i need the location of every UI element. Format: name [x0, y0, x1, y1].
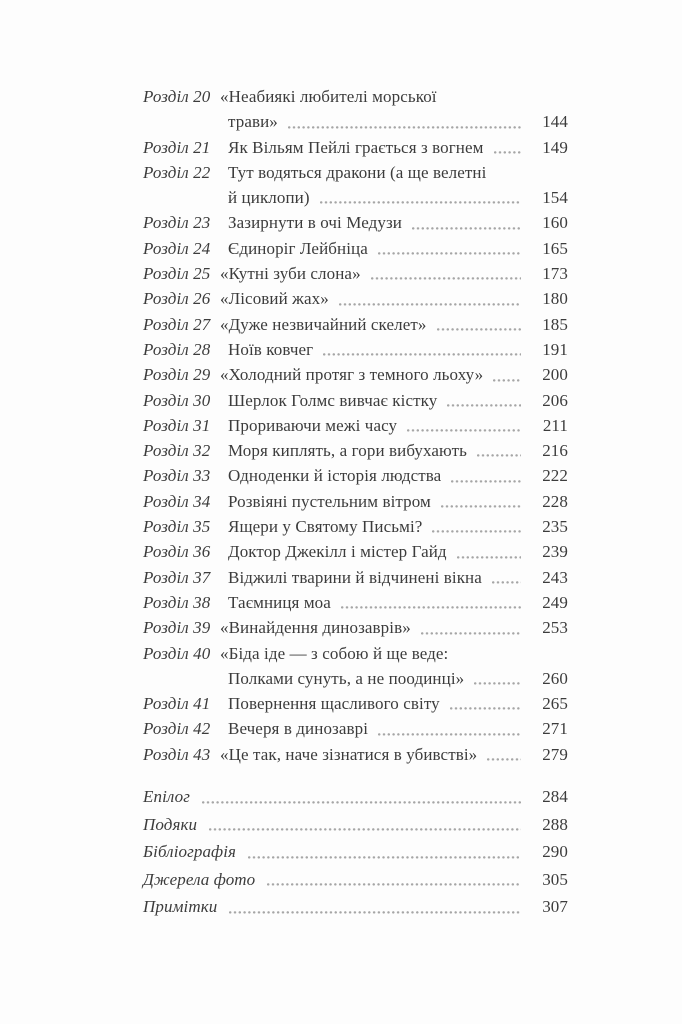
- toc-chapter-row: [143, 641, 568, 692]
- dot-leader: [407, 429, 521, 432]
- chapter-title-line: Єдиноріг Лейбніца: [228, 238, 368, 258]
- toc-chapter-row: [143, 286, 568, 311]
- chapter-label: Розділ 41: [143, 694, 211, 714]
- chapter-title-lastline: [228, 337, 568, 362]
- page-number: 185: [542, 314, 568, 334]
- chapter-title-lastline: [228, 210, 568, 235]
- toc-chapter-row: [143, 742, 568, 767]
- chapter-list: [143, 84, 568, 767]
- dot-leader: [474, 682, 521, 685]
- toc-chapter-row: [143, 261, 568, 286]
- toc-backmatter-row: [143, 811, 568, 839]
- chapter-title-lastline: [228, 413, 568, 438]
- toc-chapter-row: [143, 438, 568, 463]
- chapter-title-line: трави»: [228, 112, 278, 132]
- chapter-title-line: Моря киплять, а гори вибухають: [228, 441, 467, 461]
- chapter-entry: [228, 565, 568, 590]
- chapter-title-lastline: [228, 463, 568, 488]
- toc-chapter-row: [143, 691, 568, 716]
- dot-leader: [229, 911, 521, 914]
- dot-leader: [492, 581, 521, 584]
- chapter-title-lastline: [228, 691, 568, 716]
- chapter-title-lastline: [220, 312, 568, 337]
- chapter-label: Розділ 37: [143, 567, 211, 587]
- dot-leader: [378, 733, 521, 736]
- dot-leader: [202, 801, 521, 804]
- toc-chapter-row: [143, 514, 568, 539]
- chapter-label: Розділ 20: [143, 87, 211, 106]
- chapter-entry: [228, 463, 568, 488]
- page-number: 160: [542, 213, 568, 233]
- chapter-entry: [220, 362, 568, 387]
- page-number: 216: [542, 441, 568, 461]
- chapter-entry: [228, 691, 568, 716]
- dot-leader: [487, 758, 521, 761]
- chapter-title-line: «Кутні зуби слона»: [220, 264, 361, 284]
- chapter-entry: [228, 716, 568, 741]
- chapter-label: Розділ 25: [143, 264, 211, 284]
- chapter-label: Розділ 42: [143, 719, 211, 739]
- chapter-title-line: Зазирнути в очі Медузи: [228, 213, 402, 233]
- chapter-label: Розділ 30: [143, 390, 211, 410]
- chapter-title-line: «Неабиякі любителі морської: [220, 87, 437, 106]
- chapter-entry: [228, 388, 568, 413]
- chapter-label: Розділ 22: [143, 162, 211, 182]
- chapter-label: Розділ 36: [143, 542, 211, 562]
- chapter-title-lastline: [228, 590, 568, 615]
- chapter-label: Розділ 32: [143, 441, 211, 461]
- chapter-title-line: й циклопи): [228, 188, 310, 208]
- page-number: 305: [542, 869, 568, 889]
- page-number: 307: [542, 897, 568, 917]
- chapter-label: Розділ 21: [143, 137, 211, 157]
- chapter-entry: [220, 312, 568, 337]
- page-number: 228: [542, 491, 568, 511]
- chapter-label: Розділ 23: [143, 213, 211, 233]
- chapter-title-line: Віджилі тварини й відчинені вікна: [228, 567, 482, 587]
- toc-chapter-row: [143, 489, 568, 514]
- dot-leader: [447, 404, 521, 407]
- chapter-entry: [228, 337, 568, 362]
- chapter-title-line: «Винайдення динозаврів»: [220, 618, 411, 638]
- backmatter-label: Примітки: [143, 897, 218, 917]
- chapter-entry: [228, 438, 568, 463]
- dot-leader: [451, 480, 521, 483]
- page-number: 211: [542, 415, 568, 435]
- dot-leader: [267, 883, 521, 886]
- chapter-title-lastline: [220, 742, 568, 767]
- toc-chapter-row: [143, 590, 568, 615]
- chapter-title-lastline: [228, 565, 568, 590]
- chapter-entry: [228, 135, 568, 160]
- chapter-entry: [220, 615, 568, 640]
- chapter-title-lastline: [228, 185, 568, 210]
- page-number: 288: [542, 814, 568, 834]
- page-number: 200: [542, 365, 568, 385]
- chapter-entry: [220, 286, 568, 311]
- chapter-title-lastline: [228, 236, 568, 261]
- toc-backmatter-row: [143, 893, 568, 921]
- chapter-entry: [220, 261, 568, 286]
- chapter-title-line: Полками сунуть, а не поодинці»: [228, 668, 465, 688]
- backmatter-list: [143, 783, 568, 921]
- chapter-title-lastline: [220, 286, 568, 311]
- toc-chapter-row: [143, 388, 568, 413]
- toc-chapter-row: [143, 210, 568, 235]
- dot-leader: [371, 277, 521, 280]
- chapter-entry: [228, 514, 568, 539]
- toc-chapter-row: [143, 337, 568, 362]
- chapter-title-line: Таємниця моа: [228, 592, 331, 612]
- dot-leader: [209, 828, 521, 831]
- page-number: 144: [542, 112, 568, 132]
- dot-leader: [421, 632, 521, 635]
- backmatter-label: Епілог: [143, 787, 190, 807]
- dot-leader: [323, 353, 521, 356]
- toc-backmatter-row: [143, 866, 568, 894]
- chapter-title-lastline: [228, 489, 568, 514]
- chapter-label: Розділ 26: [143, 289, 211, 309]
- dot-leader: [341, 606, 521, 609]
- chapter-title-lastline: [228, 716, 568, 741]
- page-number: 154: [542, 188, 568, 208]
- toc-chapter-row: [143, 84, 568, 135]
- chapter-entry: [228, 489, 568, 514]
- chapter-label: Розділ 33: [143, 466, 211, 486]
- dot-leader: [477, 454, 521, 457]
- page-number: 206: [542, 390, 568, 410]
- dot-leader: [412, 227, 521, 230]
- page-number: 239: [542, 542, 568, 562]
- page-number: 235: [542, 517, 568, 537]
- page-number: 249: [542, 592, 568, 612]
- page-number: 260: [542, 668, 568, 688]
- dot-leader: [432, 530, 521, 533]
- toc-backmatter-row: [143, 783, 568, 811]
- toc-chapter-row: [143, 362, 568, 387]
- toc-backmatter-row: [143, 838, 568, 866]
- chapter-title-line: Тут водяться дракони (а ще велетні: [228, 162, 487, 182]
- dot-leader: [494, 151, 521, 154]
- chapter-title-lastline: [228, 388, 568, 413]
- chapter-title-line: Вечеря в динозаврі: [228, 719, 369, 739]
- toc-chapter-row: [143, 312, 568, 337]
- chapter-title-lastline: [228, 514, 568, 539]
- backmatter-label: Бібліографія: [143, 842, 237, 862]
- chapter-label: Розділ 35: [143, 517, 211, 537]
- chapter-label: Розділ 39: [143, 618, 211, 638]
- dot-leader: [493, 379, 521, 382]
- dot-leader: [441, 505, 521, 508]
- chapter-title-lastline: [228, 666, 568, 691]
- chapter-title-line: Ноїв ковчег: [228, 339, 314, 359]
- page-number: 149: [542, 137, 568, 157]
- chapter-label: Розділ 34: [143, 491, 211, 511]
- toc-chapter-row: [143, 160, 568, 211]
- chapter-entry: [228, 590, 568, 615]
- chapter-title-line: Шерлок Голмс вивчає кістку: [228, 390, 438, 410]
- chapter-entry: [228, 210, 568, 235]
- chapter-title-line: «Це так, наче зізнатися в убивстві»: [220, 744, 478, 764]
- chapter-title-line: «Дуже незвичайний скелет»: [220, 314, 427, 334]
- toc-chapter-row: [143, 539, 568, 564]
- page-number: 253: [542, 618, 568, 638]
- dot-leader: [450, 707, 521, 710]
- chapter-title-line: «Холодний протяг з темного льоху»: [220, 365, 484, 385]
- page-number: 222: [542, 466, 568, 486]
- toc-chapter-row: [143, 135, 568, 160]
- chapter-title-lastline: [228, 438, 568, 463]
- chapter-entry: [220, 84, 568, 135]
- chapter-entry: [228, 236, 568, 261]
- chapter-title-line: Прориваючи межі часу: [228, 415, 398, 435]
- page-number: 180: [542, 289, 568, 309]
- toc-chapter-row: [143, 615, 568, 640]
- chapter-entry: [220, 641, 568, 692]
- chapter-title-line: «Лісовий жах»: [220, 289, 329, 309]
- dot-leader: [248, 856, 521, 859]
- toc-chapter-row: [143, 565, 568, 590]
- chapter-title-lastline: [228, 109, 568, 134]
- page-number: 191: [542, 339, 568, 359]
- page-number: 271: [542, 719, 568, 739]
- chapter-title-line: Одноденки й історія людства: [228, 466, 442, 486]
- page-number: 290: [542, 842, 568, 862]
- chapter-entry: [228, 539, 568, 564]
- chapter-entry: [220, 742, 568, 767]
- table-of-contents: [143, 84, 568, 921]
- chapter-label: Розділ 29: [143, 365, 211, 385]
- chapter-label: Розділ 24: [143, 238, 211, 258]
- chapter-entry: [228, 413, 568, 438]
- toc-chapter-row: [143, 463, 568, 488]
- backmatter-label: Джерела фото: [143, 869, 256, 889]
- toc-chapter-row: [143, 716, 568, 741]
- page-number: 279: [542, 744, 568, 764]
- chapter-title-line: Як Вільям Пейлі грається з вогнем: [228, 137, 484, 157]
- dot-leader: [288, 126, 521, 129]
- chapter-label: Розділ 38: [143, 592, 211, 612]
- dot-leader: [320, 201, 521, 204]
- page-number: 265: [542, 694, 568, 714]
- chapter-entry: [228, 160, 568, 211]
- backmatter-label: Подяки: [143, 814, 198, 834]
- dot-leader: [437, 328, 522, 331]
- dot-leader: [339, 303, 521, 306]
- chapter-label: Розділ 31: [143, 415, 211, 435]
- page-number: 243: [542, 567, 568, 587]
- chapter-title-lastline: [220, 615, 568, 640]
- chapter-title-line: Повернення щасливого світу: [228, 694, 440, 714]
- chapter-title-line: Розвіяні пустельним вітром: [228, 491, 431, 511]
- chapter-label: Розділ 40: [143, 643, 211, 663]
- chapter-title-lastline: [228, 539, 568, 564]
- chapter-title-lastline: [220, 261, 568, 286]
- dot-leader: [378, 252, 521, 255]
- page-number: 165: [542, 238, 568, 258]
- page-number: 284: [542, 787, 568, 807]
- chapter-title-line: Доктор Джекілл і містер Гайд: [228, 542, 447, 562]
- chapter-title-line: «Біда іде — з собою й ще веде:: [220, 643, 449, 663]
- chapter-title-lastline: [228, 135, 568, 160]
- toc-chapter-row: [143, 236, 568, 261]
- toc-chapter-row: [143, 413, 568, 438]
- chapter-title-lastline: [220, 362, 568, 387]
- page-number: 173: [542, 264, 568, 284]
- chapter-label: Розділ 27: [143, 314, 211, 334]
- chapter-label: Розділ 43: [143, 744, 211, 764]
- chapter-label: Розділ 28: [143, 339, 211, 359]
- dot-leader: [457, 556, 521, 559]
- chapter-title-line: Ящери у Святому Письмі?: [228, 517, 423, 537]
